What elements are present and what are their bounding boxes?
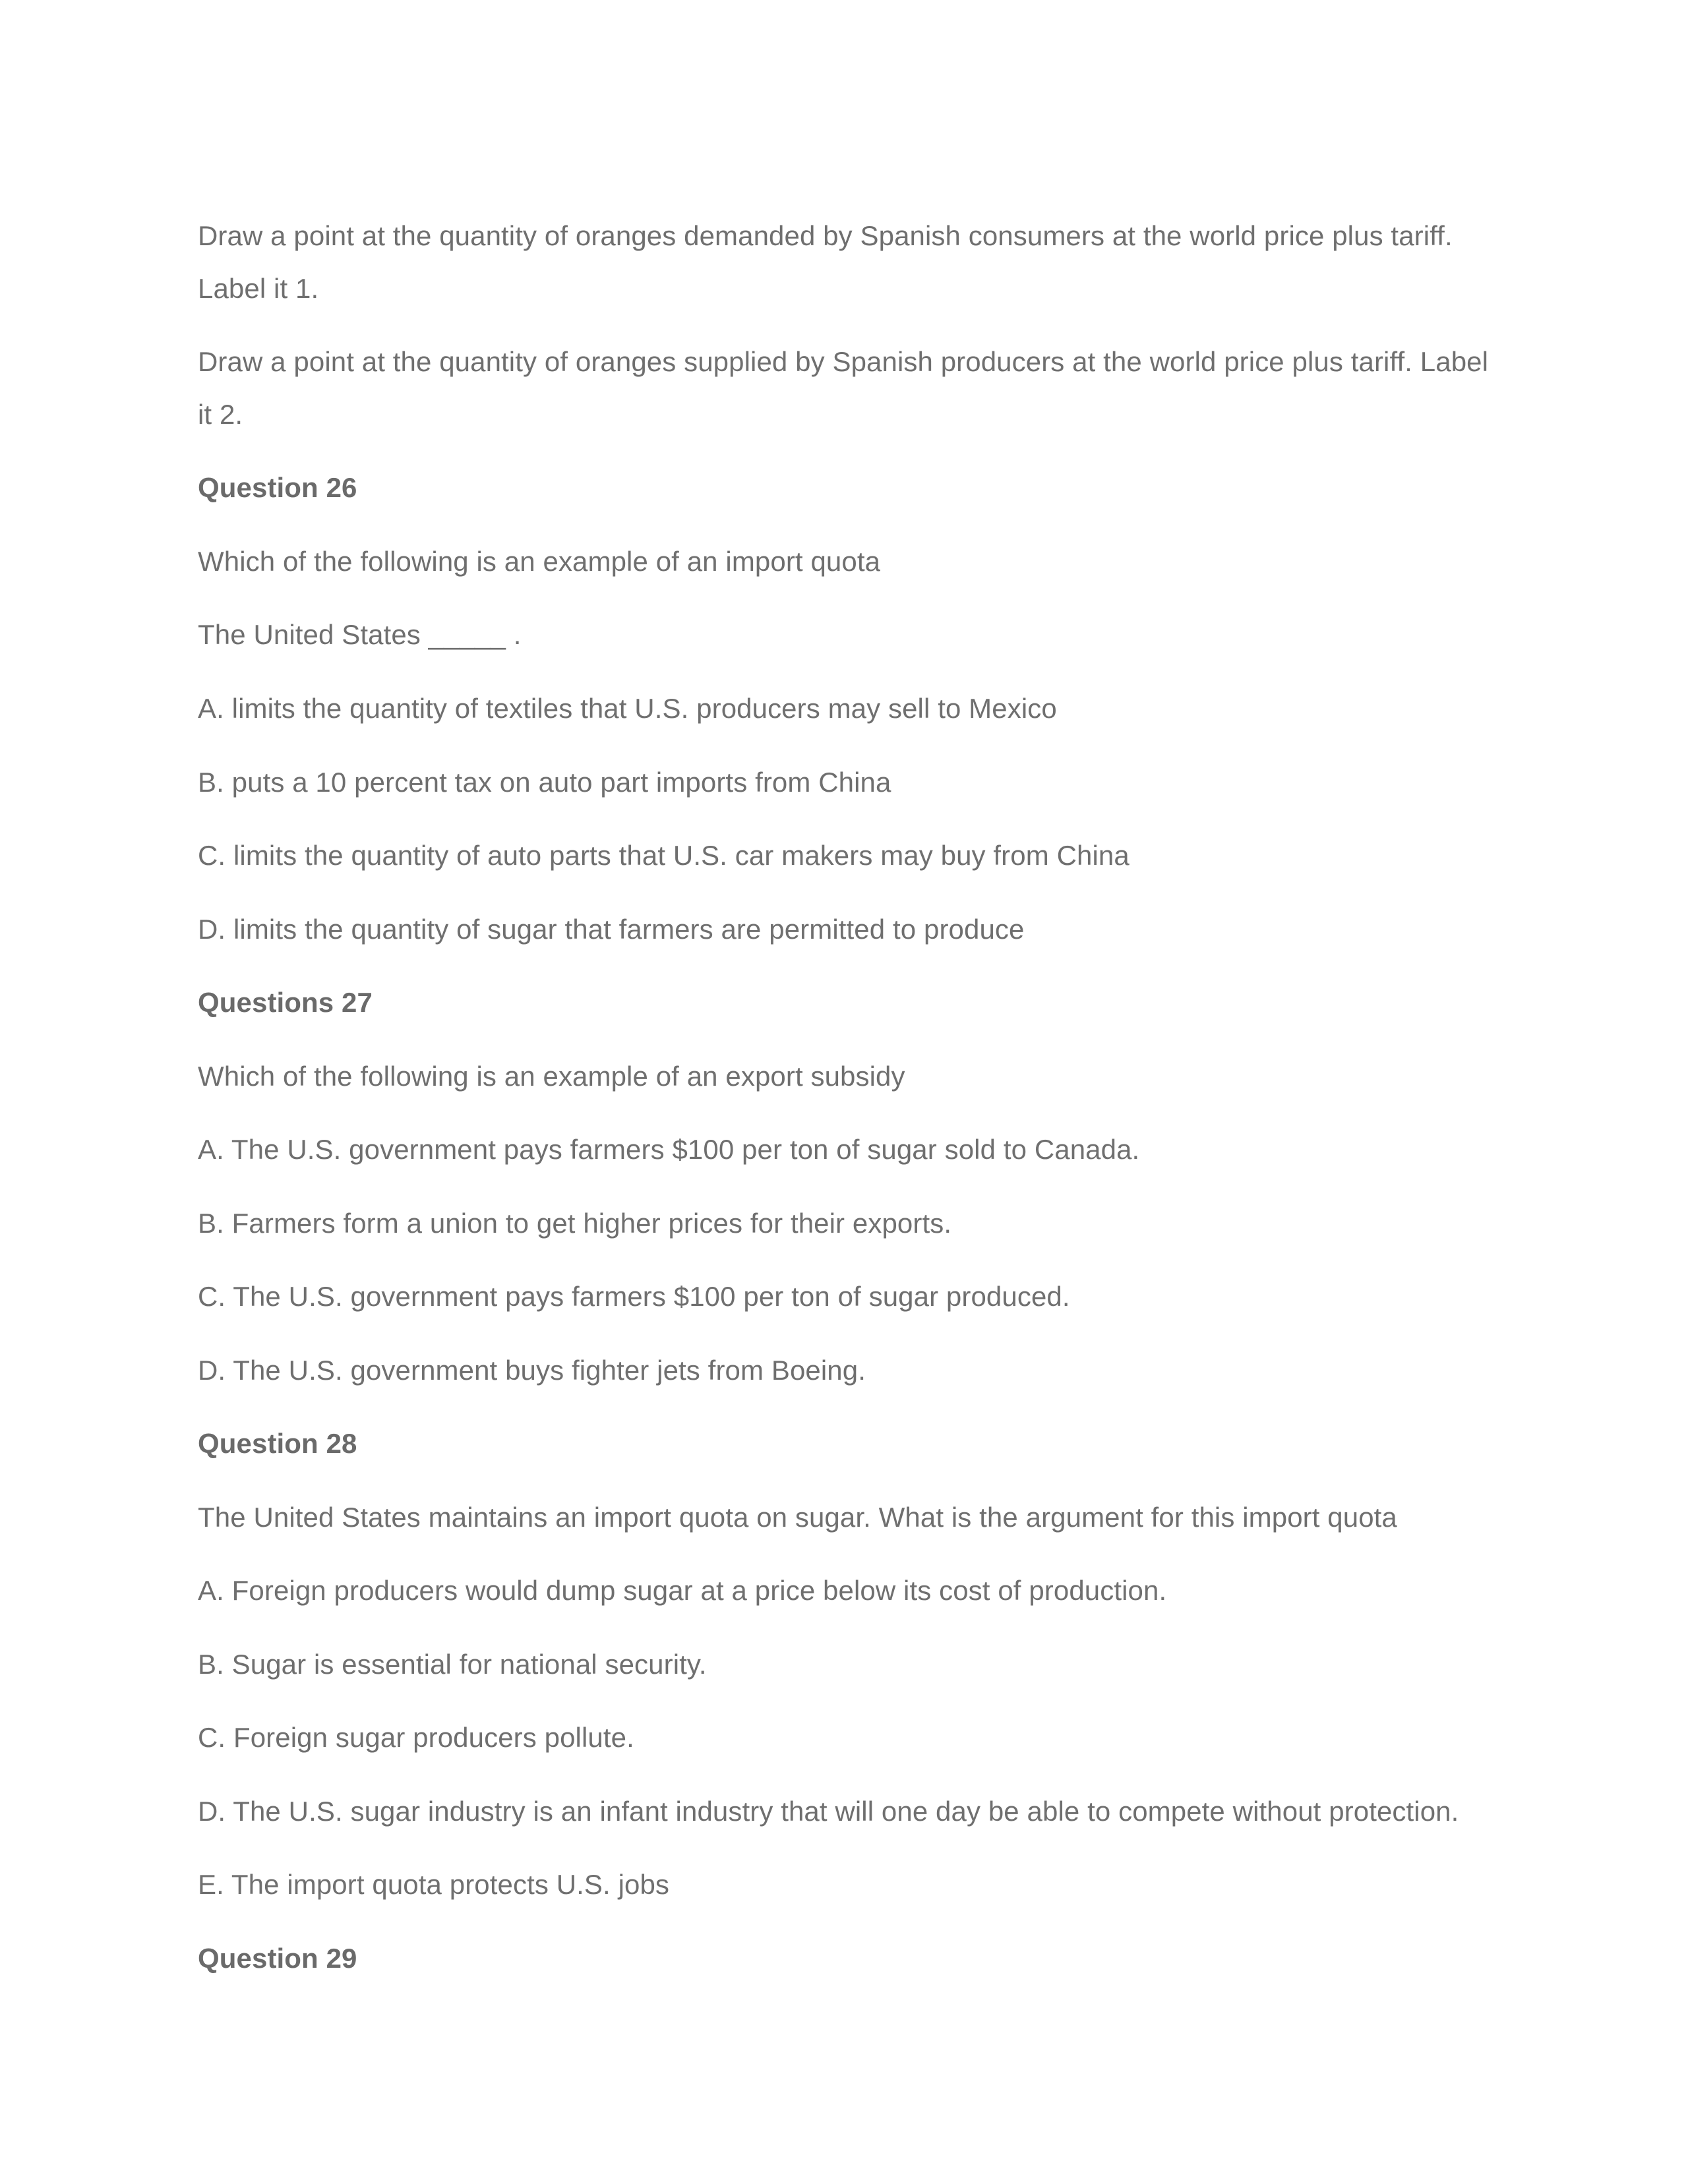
question-prompt: Which of the following is an example of an export subsidy bbox=[198, 1061, 905, 1092]
answer-option: B. Sugar is essential for national security. bbox=[198, 1649, 707, 1680]
answer-option: C. Foreign sugar producers pollute. bbox=[198, 1722, 634, 1753]
answer-option: A. limits the quantity of textiles that U.S. producers may sell to Mexico bbox=[198, 693, 1057, 724]
question-heading: Question 29 bbox=[198, 1943, 357, 1974]
instruction-line-1-cont: Label it 1. bbox=[198, 273, 319, 304]
answer-option: A. The U.S. government pays farmers $100 per ton of sugar sold to Canada. bbox=[198, 1134, 1140, 1165]
answer-option: B. puts a 10 percent tax on auto part imports from China bbox=[198, 767, 891, 798]
question-heading: Question 28 bbox=[198, 1428, 357, 1459]
instruction-line-2: Draw a point at the quantity of oranges supplied by Spanish producers at the world price plus tariff. Label bbox=[198, 346, 1489, 377]
question-heading: Questions 27 bbox=[198, 987, 373, 1018]
answer-option: B. Farmers form a union to get higher prices for their exports. bbox=[198, 1208, 952, 1239]
question-prompt: The United States maintains an import quota on sugar. What is the argument for this import quota bbox=[198, 1502, 1397, 1533]
answer-option: C. The U.S. government pays farmers $100 per ton of sugar produced. bbox=[198, 1281, 1070, 1312]
question-prompt: Which of the following is an example of an import quota bbox=[198, 546, 881, 577]
instruction-line-1: Draw a point at the quantity of oranges demanded by Spanish consumers at the world price plus tariff. bbox=[198, 220, 1453, 251]
answer-option: C. limits the quantity of auto parts that U.S. car makers may buy from China bbox=[198, 840, 1130, 871]
instruction-line-2-cont: it 2. bbox=[198, 399, 243, 430]
question-heading: Question 26 bbox=[198, 472, 357, 503]
answer-option: A. Foreign producers would dump sugar at a price below its cost of production. bbox=[198, 1575, 1167, 1606]
answer-option: D. limits the quantity of sugar that farmers are permitted to produce bbox=[198, 914, 1025, 945]
answer-option: D. The U.S. sugar industry is an infant industry that will one day be able to compete without protection. bbox=[198, 1796, 1459, 1827]
question-stem: The United States _____ . bbox=[198, 619, 522, 650]
answer-option: E. The import quota protects U.S. jobs bbox=[198, 1869, 670, 1900]
answer-option: D. The U.S. government buys fighter jets from Boeing. bbox=[198, 1355, 866, 1386]
